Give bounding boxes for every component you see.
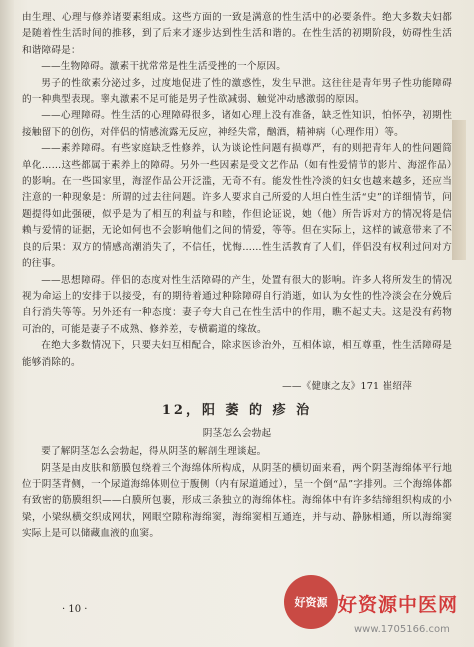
paragraph: ——思想障碍。伴侣的态度对性生活障碍的产生，处置有很大的影响。许多人将所发生的情况视为命运上的安排于以接受，有的期待着通过种除障碍自行消逝，如认为女性的性冷淡会在分娩后自行消失等等。另外还有一种态度：妻子夸大自己在性生活中的作用，瞧不起丈夫。这是没有药物可治的，可能是妻子不成熟、修养差，专横霸道的缘故。 — [22, 274, 452, 335]
paragraph: 阴茎是由皮肤和筋膜包绕着三个海绵体所构成，从阴茎的横切面来看，两个阴茎海绵体平行地位于阴茎背侧，一个尿道海绵体则位于腹侧（内有尿道通过），呈一个倒“品”字排列。三个海绵体都有致密的筋膜组织——白膜所包裹，形成三条独立的海绵体柱。海绵体中有许多结缔组织构成的小梁，小梁纵横交织成网状，网眼空隙称海绵窦，海绵窦相互通连，并与动、静脉相通，所以海绵窦实际上是可以储藏血液的血窦。 — [22, 462, 452, 540]
tape-mark — [452, 120, 466, 260]
paragraph: 由生理、心理与修养诸要素组成。这些方面的一致是满意的性生活中的必要条件。绝大多数夫妇都是随着性生活时间的推移，到了后来才逐步达到性生活和谐的。在性生活的初期阶段，妨碍性生活和谐障碍是： — [22, 12, 452, 56]
paragraph: 男子的性欲素分泌过多，过度地促进了性的激惑性，发生早泄。这往往是青年男子性功能障碍的一种典型表现。睾丸激素不足可能是男子性欲减弱、触觉冲动感激弱的原因。 — [22, 77, 452, 106]
watermark-url: www.1705166.com — [354, 624, 450, 635]
watermark-title: 好资源中医网 — [338, 594, 459, 616]
page-binding-shadow — [0, 0, 14, 647]
document-body — [22, 10, 452, 543]
paragraph: 要了解阴茎怎么会勃起，得从阴茎的解剖生理谈起。 — [41, 446, 267, 458]
paragraph: ——心理障碍。性生活的心理障碍很多，诸如心理上没有准备，缺乏性知识，怕怀孕，初期性接触留下的创伤，对伴侣的情感流露无反应，神经失常，酗酒，精神病（心理作用）等。 — [22, 110, 452, 138]
paragraph: ——生物障碍。激素干扰常常是性生活受挫的一个原因。 — [41, 61, 287, 73]
paragraph: ——素养障碍。有些家庭缺乏性修养，认为谈论性问题有损尊严，有的则把青年人的性问题简单化……这些都属于素养上的障碍。另外一些因素是受文艺作品（如有性爱情节的影片、海涩作品）的影响。在一些国家里，海涩作品公开泛滥，无奇不有。能发性性冷淡的妇女也越来越多，还应当注意的一种现象是：所谓的过去往问题。许多人要求自己所爱的人坦白性生活“史”的详细情节，问题提得如此强硬，似乎是为了相互的利益与和睦，作但论证说，她（他）所告诉对方的情况将是信赖与爱情的证据，无论如何也不会影响他们之间的情爱，等等。但在实际上，这样的诚意带来了不良的后果：双方的情感高潮消失了，不信任，忧悔……性生活教育了人们，伴侣没有权利过问对方的往事。 — [22, 143, 452, 270]
chapter-title: 12，阳 萎 的 疹 治 — [161, 403, 313, 419]
paragraph: 在绝大多数情况下，只要夫妇互相配合，除求医诊治外，互相体谅，相互尊重，性生活障碍是能够消除的。 — [22, 340, 452, 368]
page-number: · 10 · — [62, 604, 88, 615]
watermark-seal: 好资源 — [284, 575, 338, 629]
section-subheading: 阴茎怎么会勃起 — [202, 427, 272, 439]
source-citation: ——《健康之友》171 崔绍萍 — [282, 380, 412, 392]
